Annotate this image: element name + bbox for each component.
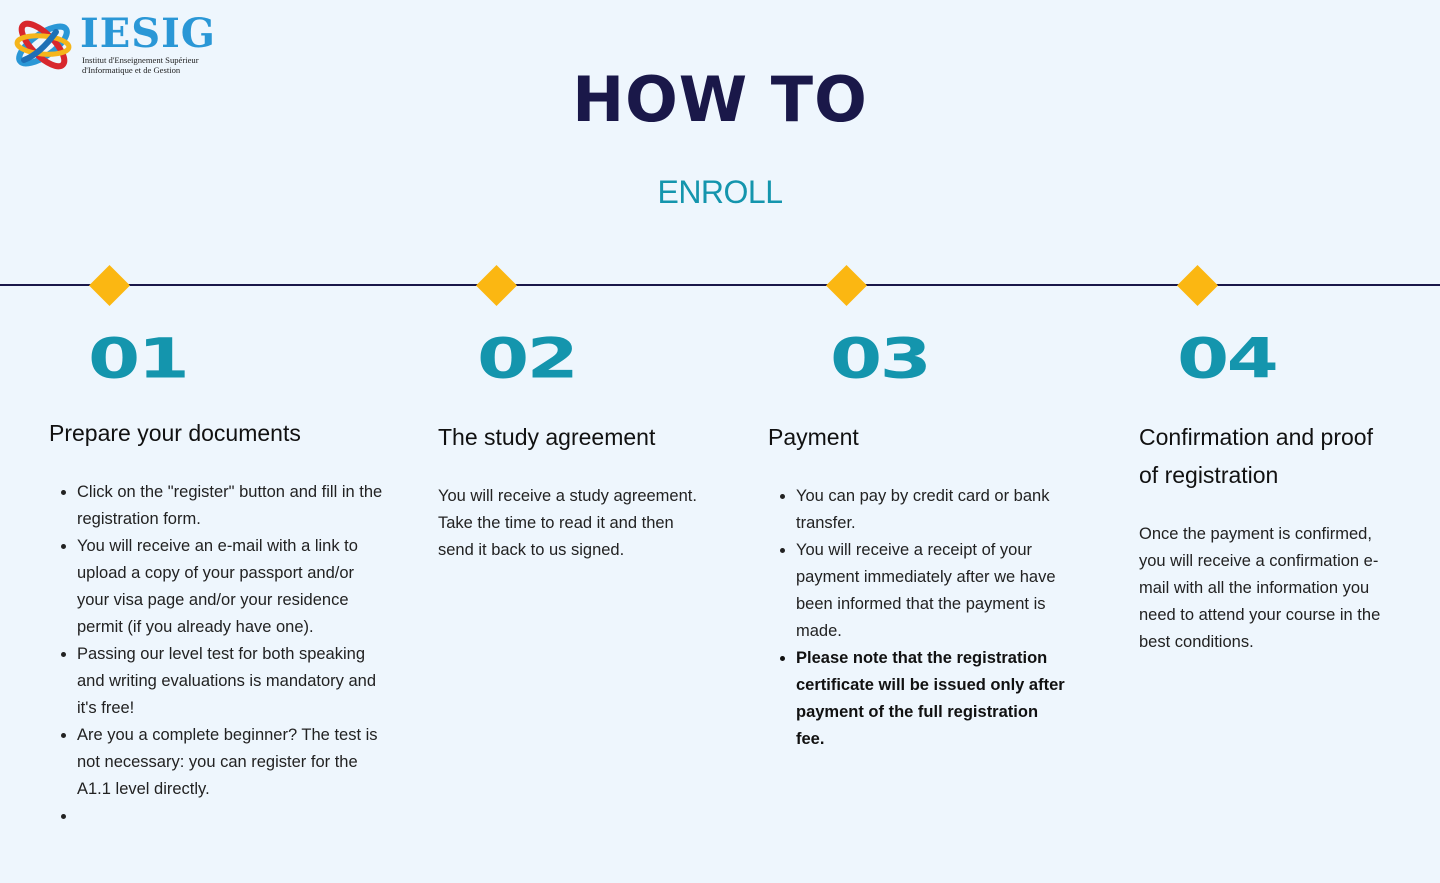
step-2-text: You will receive a study agreement. Take the time to read it and then send it back to us signed. — [438, 487, 697, 559]
page-title: HOW TO — [572, 63, 868, 136]
step-2-title: The study agreement — [438, 424, 656, 450]
step-1-number: 01 — [88, 326, 188, 392]
step-1-diamond-icon — [89, 265, 130, 306]
step-2-number: 02 — [477, 326, 577, 392]
step-1-bullet: • Are you a complete beginner? The test is not necessary: you can register for the A1.1 level directly. — [77, 722, 389, 803]
step-1-bullet: • You will receive an e-mail with a link to upload a copy of your passport and/or your visa page and/or your residence permit (if you already have one). — [77, 533, 389, 641]
logo-name: IESIG — [80, 10, 216, 57]
step-1-bullet: • Click on the "register" button and fill in the registration form. — [77, 479, 389, 533]
step-1-bullet: • Passing our level test for both speaking and writing evaluations is mandatory and it's free! — [77, 641, 389, 722]
logo-subtitle-line2: d'Informatique et de Gestion — [82, 64, 181, 75]
step-4-text: Once the payment is confirmed, you will receive a confirmation e-mail with all the information you need to attend your course in the best conditions. — [1139, 525, 1381, 651]
timeline-line — [0, 284, 1440, 286]
step-3-title: Payment — [768, 424, 859, 450]
step-4-diamond-icon — [1177, 265, 1218, 306]
step-1-title: Prepare your documents — [49, 420, 301, 446]
step-3-notice-bullet: • Please note that the registration certificate will be issued only after payment of the full registration fee. — [796, 645, 1068, 753]
step-4-number: 04 — [1177, 326, 1277, 392]
logo-subtitle-line1: Institut d'Enseignement Supérieur — [82, 55, 199, 65]
page-subtitle: ENROLL — [657, 174, 783, 210]
step-3-bullet: • You will receive a receipt of your payment immediately after we have been informed that the payment is made. — [796, 537, 1068, 645]
step-3-list — [768, 483, 1068, 753]
step-1-list — [49, 479, 389, 830]
step-3-bullet: • You can pay by credit card or bank transfer. — [796, 483, 1068, 537]
step-4-title: Confirmation and proof of registration — [1139, 424, 1373, 488]
step-3-number: 03 — [830, 326, 930, 392]
step-1-empty-bullet — [77, 803, 389, 830]
step-2-diamond-icon — [476, 265, 517, 306]
step-3-diamond-icon — [826, 265, 867, 306]
